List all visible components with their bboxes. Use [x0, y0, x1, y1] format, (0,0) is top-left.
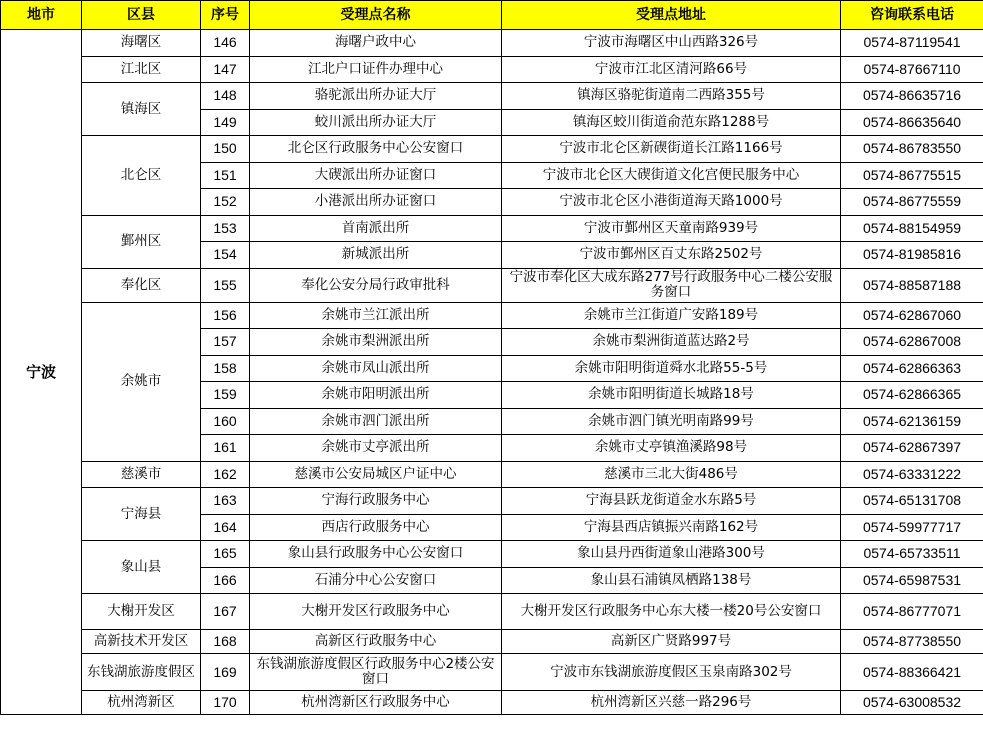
name-cell: 余姚市丈亭派出所	[250, 435, 502, 462]
phone-cell: 0574-65733511	[841, 541, 983, 568]
address-cell: 宁海县跃龙街道金水东路5号	[502, 488, 841, 515]
phone-cell: 0574-87119541	[841, 30, 983, 57]
name-cell: 余姚市梨洲派出所	[250, 329, 502, 356]
name-cell: 慈溪市公安局城区户证中心	[250, 461, 502, 488]
name-cell: 小港派出所办证窗口	[250, 189, 502, 216]
phone-cell: 0574-62866365	[841, 382, 983, 409]
number-cell: 146	[201, 30, 250, 57]
name-cell: 蛟川派出所办证大厅	[250, 109, 502, 136]
name-cell: 首南派出所	[250, 215, 502, 242]
header-name: 受理点名称	[250, 1, 502, 30]
table-row	[1, 268, 983, 302]
address-cell: 余姚市梨洲街道蓝达路2号	[502, 329, 841, 356]
district-cell: 镇海区	[82, 83, 201, 136]
phone-cell: 0574-88587188	[841, 268, 983, 302]
district-cell: 慈溪市	[82, 461, 201, 488]
name-cell: 石浦分中心公安窗口	[250, 567, 502, 594]
number-cell: 150	[201, 136, 250, 163]
address-cell: 宁波市北仑区小港街道海天路1000号	[502, 189, 841, 216]
address-cell: 余姚市兰江街道广安路189号	[502, 302, 841, 329]
name-cell: 象山县行政服务中心公安窗口	[250, 541, 502, 568]
phone-cell: 0574-63331222	[841, 461, 983, 488]
number-cell: 167	[201, 594, 250, 630]
number-cell: 156	[201, 302, 250, 329]
phone-cell: 0574-62867008	[841, 329, 983, 356]
address-cell: 余姚市阳明街道舜水北路55-5号	[502, 355, 841, 382]
number-cell: 152	[201, 189, 250, 216]
phone-cell: 0574-86783550	[841, 136, 983, 163]
phone-cell: 0574-62866363	[841, 355, 983, 382]
header-number: 序号	[201, 1, 250, 30]
address-cell: 杭州湾新区兴慈一路296号	[502, 691, 841, 715]
name-cell: 大榭开发区行政服务中心	[250, 594, 502, 630]
table-row	[1, 215, 983, 242]
table-row	[1, 654, 983, 691]
phone-cell: 0574-88366421	[841, 654, 983, 691]
number-cell: 149	[201, 109, 250, 136]
number-cell: 157	[201, 329, 250, 356]
number-cell: 166	[201, 567, 250, 594]
phone-cell: 0574-59977717	[841, 514, 983, 541]
table-row	[1, 302, 983, 329]
district-cell: 海曙区	[82, 30, 201, 57]
address-cell: 宁海县西店镇振兴南路162号	[502, 514, 841, 541]
name-cell: 余姚市阳明派出所	[250, 382, 502, 409]
phone-cell: 0574-63008532	[841, 691, 983, 715]
address-cell: 宁波市北仑区新碶街道长江路1166号	[502, 136, 841, 163]
address-cell: 宁波市奉化区大成东路277号行政服务中心二楼公安服务窗口	[502, 268, 841, 302]
number-cell: 148	[201, 83, 250, 110]
number-cell: 153	[201, 215, 250, 242]
header-row	[1, 1, 983, 30]
number-cell: 164	[201, 514, 250, 541]
phone-cell: 0574-86777071	[841, 594, 983, 630]
number-cell: 163	[201, 488, 250, 515]
table-row	[1, 461, 983, 488]
phone-cell: 0574-62136159	[841, 408, 983, 435]
district-cell: 东钱湖旅游度假区	[82, 654, 201, 691]
number-cell: 159	[201, 382, 250, 409]
district-cell: 江北区	[82, 56, 201, 83]
name-cell: 骆驼派出所办证大厅	[250, 83, 502, 110]
name-cell: 余姚市兰江派出所	[250, 302, 502, 329]
phone-cell: 0574-87667110	[841, 56, 983, 83]
name-cell: 余姚市泗门派出所	[250, 408, 502, 435]
district-cell: 高新技术开发区	[82, 630, 201, 654]
table-row	[1, 56, 983, 83]
district-cell: 宁海县	[82, 488, 201, 541]
number-cell: 170	[201, 691, 250, 715]
name-cell: 西店行政服务中心	[250, 514, 502, 541]
name-cell: 新城派出所	[250, 242, 502, 269]
name-cell: 宁海行政服务中心	[250, 488, 502, 515]
name-cell: 北仑区行政服务中心公安窗口	[250, 136, 502, 163]
address-cell: 宁波市海曙区中山西路326号	[502, 30, 841, 57]
district-cell: 象山县	[82, 541, 201, 594]
name-cell: 海曙户政中心	[250, 30, 502, 57]
phone-cell: 0574-88154959	[841, 215, 983, 242]
phone-cell: 0574-62867397	[841, 435, 983, 462]
table-row	[1, 541, 983, 568]
number-cell: 162	[201, 461, 250, 488]
number-cell: 155	[201, 268, 250, 302]
address-cell: 宁波市鄞州区天童南路939号	[502, 215, 841, 242]
district-cell: 余姚市	[82, 302, 201, 461]
phone-cell: 0574-86635640	[841, 109, 983, 136]
address-cell: 宁波市鄞州区百丈东路2502号	[502, 242, 841, 269]
table-row	[1, 630, 983, 654]
table-row	[1, 691, 983, 715]
number-cell: 168	[201, 630, 250, 654]
phone-cell: 0574-86775515	[841, 162, 983, 189]
address-cell: 余姚市丈亭镇渔溪路98号	[502, 435, 841, 462]
table-row	[1, 30, 983, 57]
number-cell: 158	[201, 355, 250, 382]
table-row	[1, 83, 983, 110]
name-cell: 江北户口证件办理中心	[250, 56, 502, 83]
address-cell: 宁波市东钱湖旅游度假区玉泉南路302号	[502, 654, 841, 691]
address-cell: 镇海区骆驼街道南二西路355号	[502, 83, 841, 110]
header-city: 地市	[1, 1, 82, 30]
name-cell: 奉化公安分局行政审批科	[250, 268, 502, 302]
number-cell: 161	[201, 435, 250, 462]
address-cell: 象山县丹西街道象山港路300号	[502, 541, 841, 568]
number-cell: 165	[201, 541, 250, 568]
number-cell: 151	[201, 162, 250, 189]
table-row	[1, 488, 983, 515]
district-cell: 北仑区	[82, 136, 201, 216]
address-cell: 镇海区蛟川街道俞范东路1288号	[502, 109, 841, 136]
address-cell: 余姚市阳明街道长城路18号	[502, 382, 841, 409]
header-district: 区县	[82, 1, 201, 30]
address-cell: 余姚市泗门镇光明南路99号	[502, 408, 841, 435]
phone-cell: 0574-86635716	[841, 83, 983, 110]
number-cell: 169	[201, 654, 250, 691]
district-cell: 鄞州区	[82, 215, 201, 268]
address-cell: 宁波市江北区清河路66号	[502, 56, 841, 83]
phone-cell: 0574-87738550	[841, 630, 983, 654]
number-cell: 154	[201, 242, 250, 269]
table-row	[1, 136, 983, 163]
address-cell: 象山县石浦镇凤栖路138号	[502, 567, 841, 594]
phone-cell: 0574-65987531	[841, 567, 983, 594]
district-cell: 杭州湾新区	[82, 691, 201, 715]
number-cell: 160	[201, 408, 250, 435]
city-cell: 宁波	[1, 30, 82, 715]
name-cell: 高新区行政服务中心	[250, 630, 502, 654]
district-cell: 大榭开发区	[82, 594, 201, 630]
name-cell: 大碶派出所办证窗口	[250, 162, 502, 189]
phone-cell: 0574-65131708	[841, 488, 983, 515]
phone-cell: 0574-81985816	[841, 242, 983, 269]
name-cell: 杭州湾新区行政服务中心	[250, 691, 502, 715]
phone-cell: 0574-86775559	[841, 189, 983, 216]
address-cell: 大榭开发区行政服务中心东大楼一楼20号公安窗口	[502, 594, 841, 630]
header-phone: 咨询联系电话	[841, 1, 983, 30]
table-row	[1, 594, 983, 630]
address-cell: 慈溪市三北大街486号	[502, 461, 841, 488]
number-cell: 147	[201, 56, 250, 83]
phone-cell: 0574-62867060	[841, 302, 983, 329]
district-cell: 奉化区	[82, 268, 201, 302]
address-cell: 宁波市北仑区大碶街道文化宫便民服务中心	[502, 162, 841, 189]
name-cell: 东钱湖旅游度假区行政服务中心2楼公安窗口	[250, 654, 502, 691]
name-cell: 余姚市凤山派出所	[250, 355, 502, 382]
address-cell: 高新区广贤路997号	[502, 630, 841, 654]
header-address: 受理点地址	[502, 1, 841, 30]
